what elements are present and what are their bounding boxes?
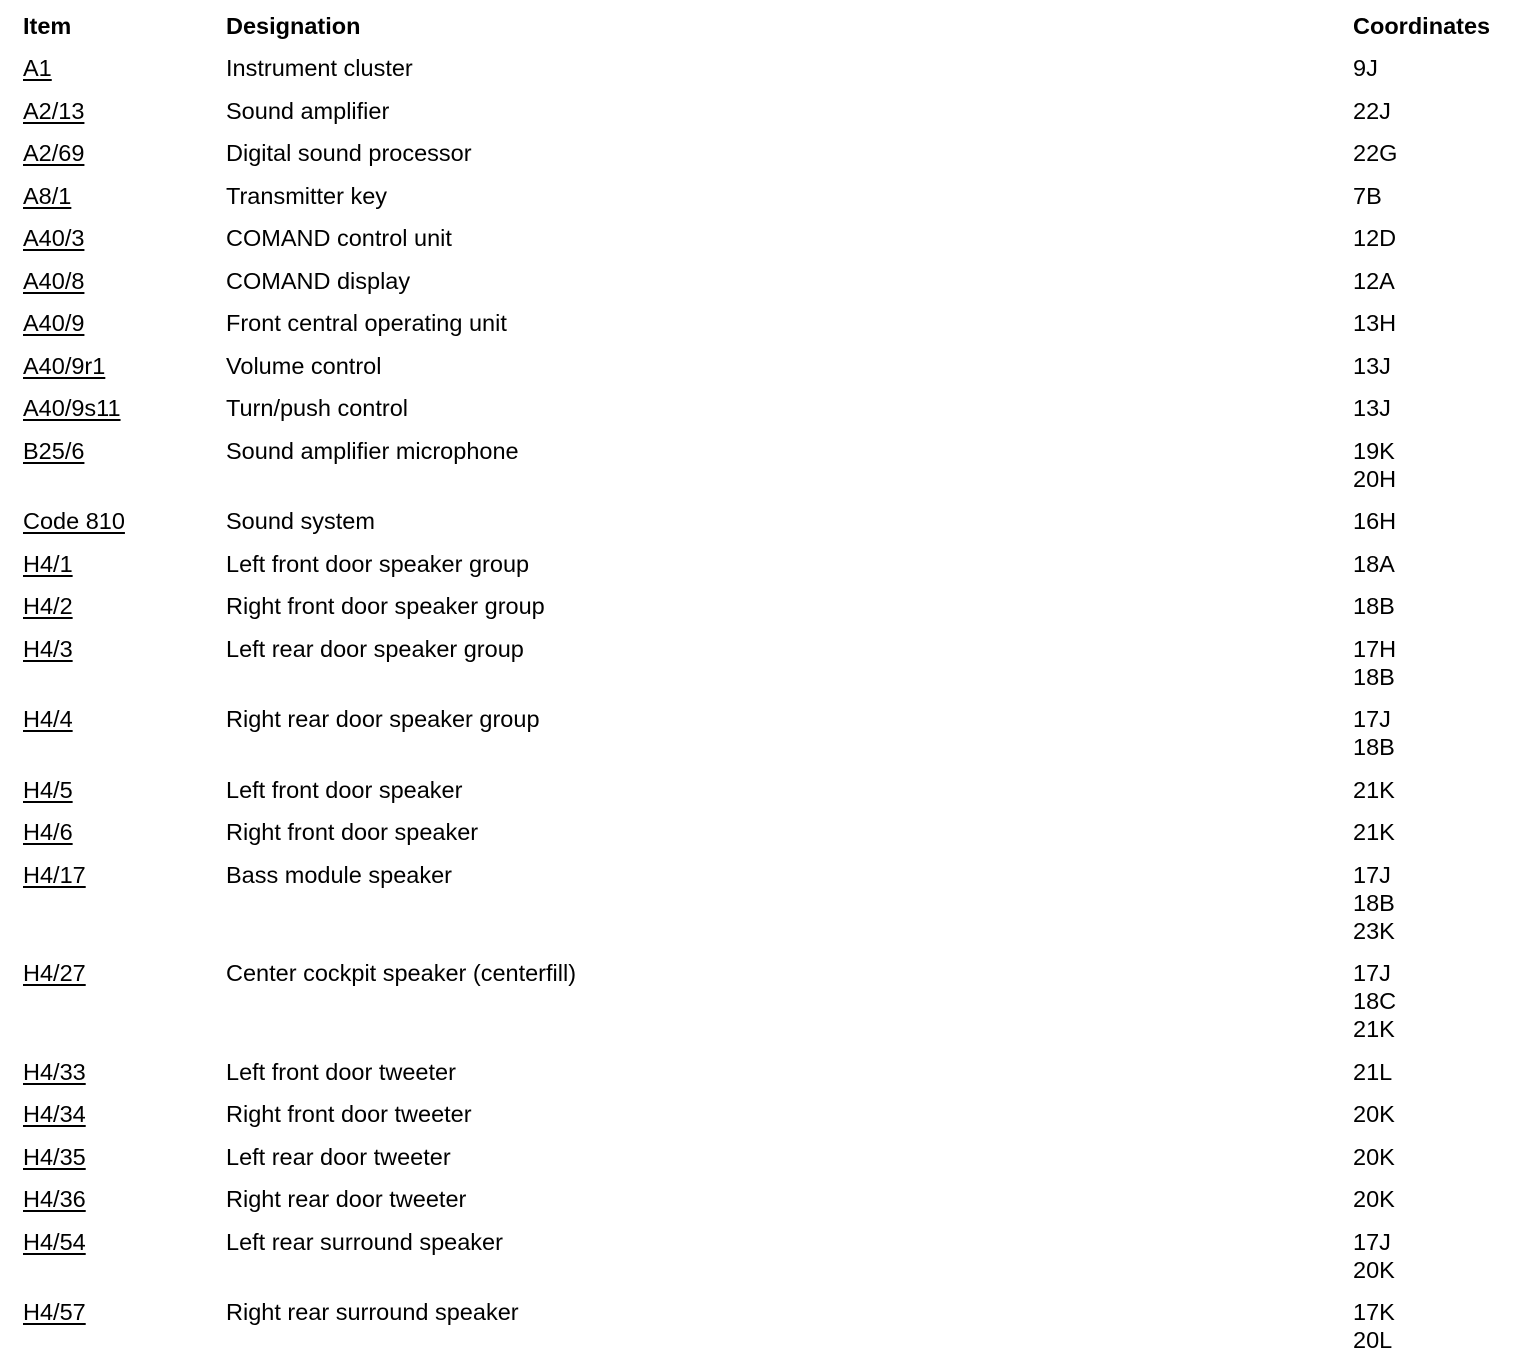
coordinate-value: 12D	[1353, 225, 1397, 251]
coordinate-value: 17H	[1353, 635, 1397, 662]
coordinate-value: 17J	[1353, 861, 1391, 888]
designation-cell: COMAND control unit	[226, 225, 452, 251]
item-link[interactable]: A1	[23, 55, 52, 81]
item-link[interactable]: H4/27	[23, 960, 86, 986]
coordinate-value: 22J	[1353, 97, 1391, 124]
item-link[interactable]: H4/17	[23, 861, 86, 888]
designation-cell: Transmitter key	[226, 182, 388, 209]
coordinate-value: 18B	[1353, 889, 1395, 916]
designation-cell: Right rear surround speaker	[226, 1299, 519, 1325]
coordinate-value: 13J	[1353, 352, 1391, 379]
item-link[interactable]: H4/1	[23, 550, 73, 577]
coordinates-cell	[1353, 861, 1520, 960]
item-cell	[0, 309, 226, 352]
item-link[interactable]: H4/35	[23, 1143, 86, 1170]
item-link[interactable]: H4/54	[23, 1228, 86, 1255]
item-link[interactable]: H4/57	[23, 1299, 86, 1325]
table-row	[0, 437, 1520, 508]
table-row	[0, 1058, 1520, 1101]
table-row	[0, 705, 1520, 776]
table-row	[0, 97, 1520, 140]
table-row	[0, 818, 1520, 861]
table-row	[0, 592, 1520, 635]
coordinate-value: 19K	[1353, 437, 1395, 464]
header-coordinates: Coordinates	[1353, 13, 1491, 39]
coordinates-cell	[1353, 437, 1520, 508]
table-row	[0, 54, 1520, 97]
table-row	[0, 1100, 1520, 1143]
item-cell	[0, 1058, 226, 1101]
item-cell	[0, 54, 226, 97]
item-cell	[0, 959, 226, 1058]
table-row	[0, 1228, 1520, 1299]
coordinate-value: 12A	[1353, 267, 1395, 294]
item-cell	[0, 437, 226, 508]
item-link[interactable]: A2/69	[23, 140, 85, 166]
coordinate-value: 17J	[1353, 706, 1391, 732]
table-row	[0, 309, 1520, 352]
coordinate-value: 20L	[1353, 1327, 1393, 1353]
coordinate-value: 9J	[1353, 55, 1378, 81]
item-cell	[0, 592, 226, 635]
item-cell	[0, 1100, 226, 1143]
designation-cell: Left rear door tweeter	[226, 1143, 451, 1170]
item-link[interactable]: H4/5	[23, 776, 73, 803]
designation-cell: Left front door speaker	[226, 776, 463, 803]
coordinates-cell	[1353, 1298, 1520, 1369]
item-link[interactable]: A2/13	[23, 97, 85, 124]
designation-cell: Center cockpit speaker (centerfill)	[226, 960, 577, 986]
item-link[interactable]: H4/34	[23, 1101, 86, 1127]
designation-cell: Left front door speaker group	[226, 550, 530, 577]
designation-cell: Front central operating unit	[226, 310, 507, 336]
coordinate-value: 16H	[1353, 508, 1397, 534]
header-item: Item	[23, 13, 72, 39]
item-cell	[0, 550, 226, 593]
header-designation: Designation	[226, 13, 361, 39]
designation-cell: Sound amplifier	[226, 97, 390, 124]
coordinates-cell	[1353, 776, 1520, 819]
table-row	[0, 776, 1520, 819]
coordinate-value: 20K	[1353, 1256, 1395, 1283]
coordinate-value: 21K	[1353, 819, 1395, 845]
designation-cell: Sound system	[226, 508, 375, 534]
designation-cell: COMAND display	[226, 267, 411, 294]
item-link[interactable]: H4/2	[23, 593, 73, 619]
table-row	[0, 635, 1520, 706]
coordinates-cell	[1353, 959, 1520, 1058]
item-cell	[0, 705, 226, 776]
item-link[interactable]: Code 810	[23, 508, 125, 534]
coordinates-cell	[1353, 182, 1520, 225]
coordinates-cell	[1353, 705, 1520, 776]
table-row	[0, 1298, 1520, 1369]
item-link[interactable]: H4/36	[23, 1186, 86, 1212]
designation-cell: Sound amplifier microphone	[226, 437, 519, 464]
coordinates-cell	[1353, 224, 1520, 267]
coordinate-value: 18A	[1353, 550, 1395, 577]
coordinates-cell	[1353, 139, 1520, 182]
table-row	[0, 1185, 1520, 1228]
table-header	[0, 0, 1520, 54]
item-link[interactable]: A40/9	[23, 310, 85, 336]
item-link[interactable]: A8/1	[23, 182, 72, 209]
item-link[interactable]: A40/9r1	[23, 352, 106, 379]
table-row	[0, 267, 1520, 310]
designation-cell: Left rear surround speaker	[226, 1228, 503, 1255]
coordinate-value: 20K	[1353, 1101, 1395, 1127]
table-row	[0, 507, 1520, 550]
designation-cell: Turn/push control	[226, 395, 408, 421]
designation-cell: Volume control	[226, 352, 382, 379]
coordinate-value: 21L	[1353, 1058, 1393, 1085]
coordinates-cell	[1353, 550, 1520, 593]
coordinates-cell	[1353, 1143, 1520, 1186]
coordinates-cell	[1353, 1058, 1520, 1101]
item-cell	[0, 635, 226, 706]
coordinates-cell	[1353, 54, 1520, 97]
coordinate-value: 18C	[1353, 988, 1397, 1014]
coordinates-cell	[1353, 394, 1520, 437]
item-cell	[0, 97, 226, 140]
designation-cell: Right front door speaker group	[226, 593, 545, 619]
item-link[interactable]: H4/6	[23, 819, 73, 845]
item-cell	[0, 182, 226, 225]
coordinate-value: 20K	[1353, 1143, 1395, 1170]
table-row	[0, 550, 1520, 593]
coordinate-value: 17J	[1353, 1228, 1391, 1255]
coordinates-cell	[1353, 507, 1520, 550]
designation-cell: Bass module speaker	[226, 861, 452, 888]
designation-cell: Digital sound processor	[226, 140, 472, 166]
item-cell	[0, 394, 226, 437]
table-row	[0, 1143, 1520, 1186]
designation-cell: Right rear door tweeter	[226, 1186, 467, 1212]
coordinates-cell	[1353, 1185, 1520, 1228]
item-link[interactable]: H4/33	[23, 1058, 86, 1085]
item-cell	[0, 1228, 226, 1299]
designation-cell: Left rear door speaker group	[226, 635, 524, 662]
item-cell	[0, 861, 226, 960]
coordinates-cell	[1353, 1228, 1520, 1299]
coordinate-value: 20K	[1353, 1186, 1395, 1212]
table-row	[0, 861, 1520, 960]
coordinates-cell	[1353, 309, 1520, 352]
item-link[interactable]: A40/8	[23, 267, 85, 294]
item-cell	[0, 267, 226, 310]
coordinates-cell	[1353, 1100, 1520, 1143]
coordinates-cell	[1353, 635, 1520, 706]
item-cell	[0, 507, 226, 550]
coordinates-cell	[1353, 267, 1520, 310]
coordinates-cell	[1353, 592, 1520, 635]
item-link[interactable]: A40/9s11	[23, 395, 121, 421]
designation-cell: Instrument cluster	[226, 55, 413, 81]
item-cell	[0, 776, 226, 819]
designation-cell: Right front door speaker	[226, 819, 479, 845]
table-row	[0, 139, 1520, 182]
item-cell	[0, 1298, 226, 1369]
coordinate-value: 17J	[1353, 960, 1391, 986]
designation-cell: Right rear door speaker group	[226, 706, 540, 732]
table-body	[0, 54, 1520, 1369]
coordinate-value: 17K	[1353, 1299, 1395, 1325]
coordinate-value: 21K	[1353, 1016, 1395, 1042]
coordinate-value: 22G	[1353, 140, 1398, 166]
table-row	[0, 959, 1520, 1058]
item-cell	[0, 224, 226, 267]
table-row	[0, 352, 1520, 395]
item-link[interactable]: H4/3	[23, 635, 73, 662]
item-cell	[0, 139, 226, 182]
item-cell	[0, 1143, 226, 1186]
item-link[interactable]: H4/4	[23, 706, 73, 732]
coordinate-value: 13J	[1353, 395, 1391, 421]
coordinate-value: 23K	[1353, 917, 1395, 944]
table-row	[0, 394, 1520, 437]
item-link[interactable]: A40/3	[23, 225, 85, 251]
designation-cell: Right front door tweeter	[226, 1101, 472, 1127]
table-row	[0, 224, 1520, 267]
coordinate-value: 21K	[1353, 776, 1395, 803]
coordinate-value: 13H	[1353, 310, 1397, 336]
item-cell	[0, 1185, 226, 1228]
coordinates-cell	[1353, 352, 1520, 395]
coordinate-value: 20H	[1353, 465, 1397, 492]
item-cell	[0, 352, 226, 395]
coordinate-value: 18B	[1353, 734, 1395, 760]
item-link[interactable]: B25/6	[23, 437, 85, 464]
coordinate-value: 18B	[1353, 593, 1395, 619]
item-cell	[0, 818, 226, 861]
table-row	[0, 182, 1520, 225]
coordinates-cell	[1353, 818, 1520, 861]
header-row	[0, 0, 1520, 54]
coordinates-cell	[1353, 97, 1520, 140]
coordinate-value: 18B	[1353, 663, 1395, 690]
coordinate-value: 7B	[1353, 182, 1382, 209]
designation-cell: Left front door tweeter	[226, 1058, 456, 1085]
